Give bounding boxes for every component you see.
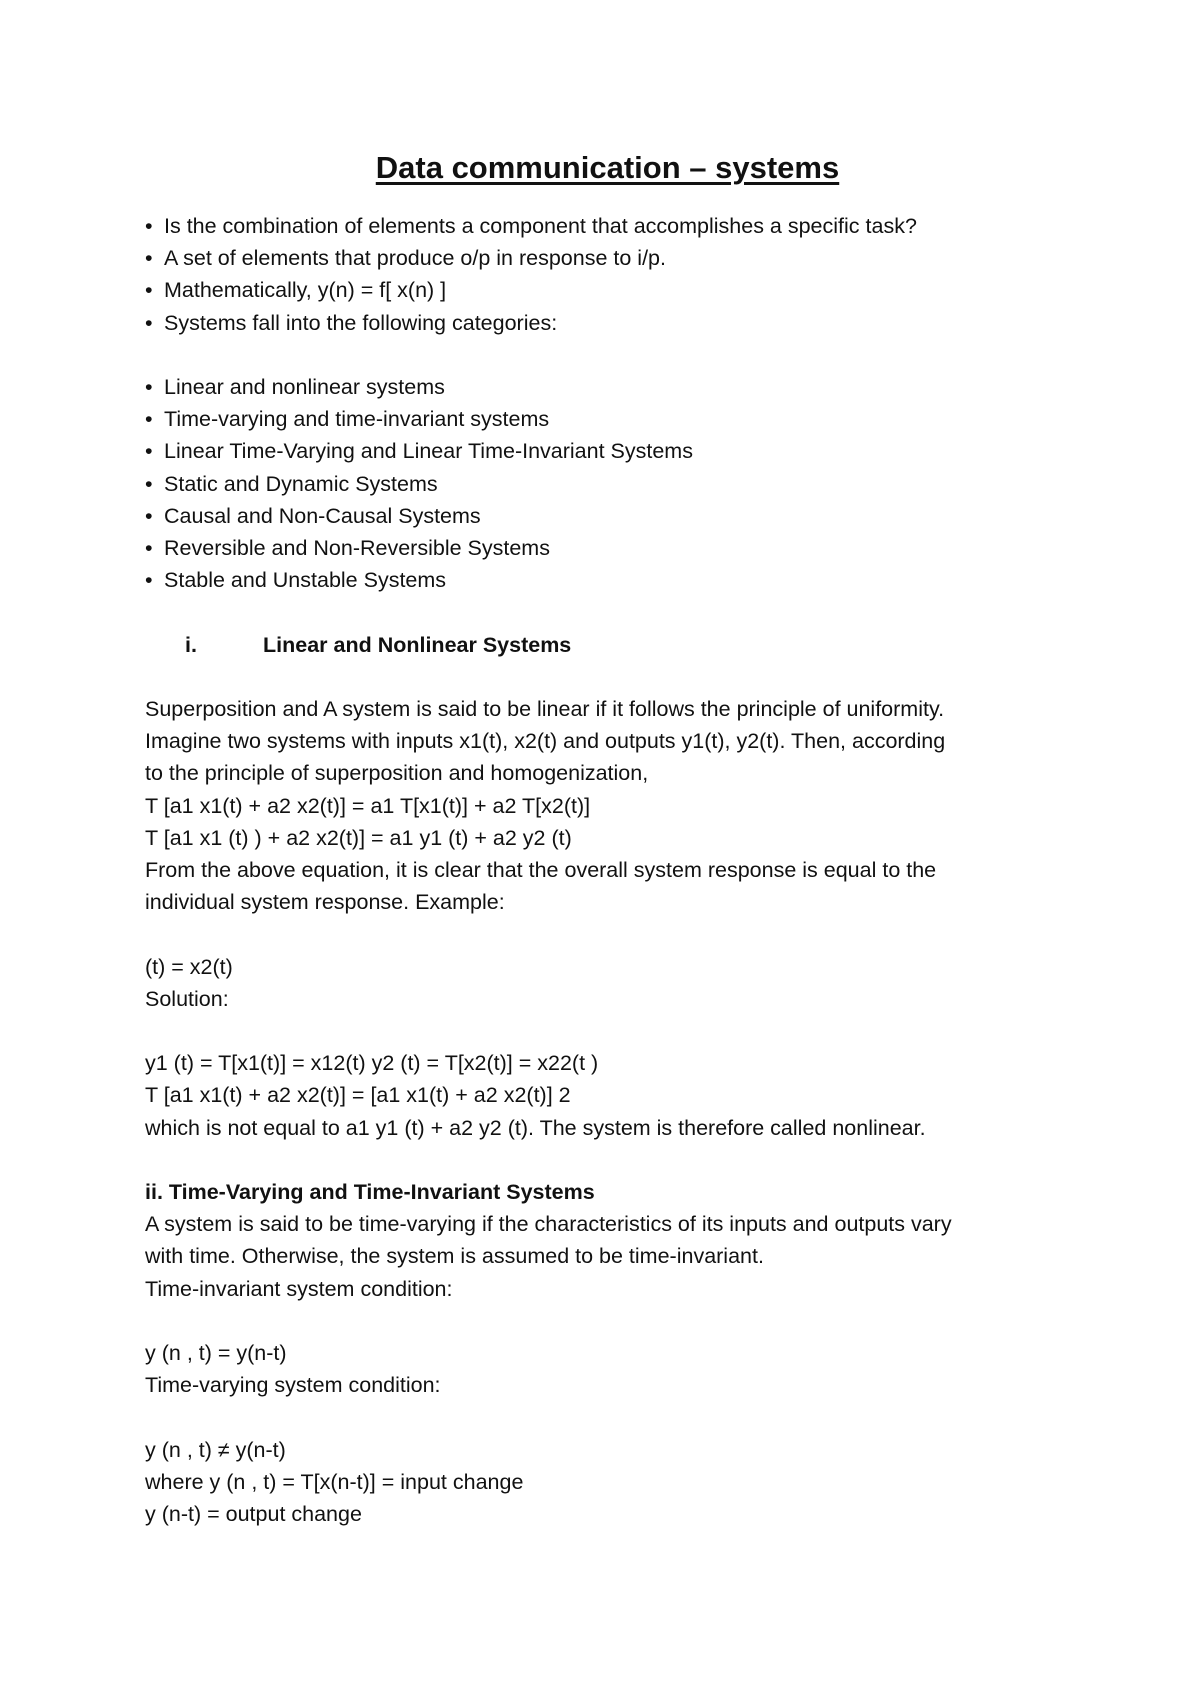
list-item: • A set of elements that produce o/p in response to i/p. [145,242,1080,274]
varying-condition-block [145,1434,1080,1531]
equation-line: y (n , t) ≠ y(n-t) [145,1437,286,1462]
list-item: • Causal and Non-Causal Systems [145,500,1080,532]
bullet-icon: • [145,471,153,496]
section-body-time-varying [145,1208,1080,1305]
bullet-icon: • [145,536,153,561]
section-heading-time-varying: ii. Time-Varying and Time-Invariant Systems [145,1180,595,1204]
section-title: Linear and Nonlinear Systems [263,632,572,657]
paragraph-line: individual system response. Example: [145,890,505,915]
bullet-icon: • [145,503,153,528]
spacer [145,918,1080,950]
paragraph-line: Imagine two systems with inputs x1(t), x2(t) and outputs y1(t), y2(t). Then, according [145,729,946,754]
bullet-icon: • [145,407,153,432]
paragraph-line: Time-invariant system condition: [145,1276,453,1301]
paragraph-line: A system is said to be time-varying if the characteristics of its inputs and outputs vary [145,1212,952,1237]
equation-line: T [a1 x1(t) + a2 x2(t)] = a1 T[x1(t)] + a2 T[x2(t)] [145,793,591,818]
paragraph-line: to the principle of superposition and homogenization, [145,761,649,786]
equation-line: T [a1 x1 (t) ) + a2 x2(t)] = a1 y1 (t) + a2 y2 (t) [145,825,572,850]
paragraph-line: with time. Otherwise, the system is assumed to be time-invariant. [145,1244,764,1269]
bullet-icon: • [145,278,153,303]
page-title: Data communication – systems [375,150,840,185]
list-item: • Time-varying and time-invariant systems [145,403,1080,435]
equation-line: T [a1 x1(t) + a2 x2(t)] = [a1 x1(t) + a2 x2(t)] 2 [145,1083,571,1108]
bullet-icon: • [145,214,153,238]
section-heading-linear [145,629,1080,661]
list-item: • Static and Dynamic Systems [145,468,1080,500]
invariant-condition-block [145,1337,1080,1401]
list-item: • Linear Time-Varying and Linear Time-Invariant Systems [145,435,1080,467]
spacer [145,1015,1080,1047]
equation-line: (t) = x2(t) [145,954,233,979]
spacer [145,1401,1080,1433]
bullet-icon: • [145,310,153,335]
section-number: i. [185,632,197,657]
paragraph-line: Time-varying system condition: [145,1373,441,1398]
spacer [145,339,1080,371]
list-item: • Reversible and Non-Reversible Systems [145,532,1080,564]
spacer [145,661,1080,693]
spacer [145,596,1080,628]
equation-line: y (n-t) = output change [145,1502,362,1526]
list-item: • Is the combination of elements a component that accomplishes a specific task? [145,210,1080,242]
solution-block [145,1047,1080,1144]
list-item: • Stable and Unstable Systems [145,564,1080,596]
equation-line: y1 (t) = T[x1(t)] = x12(t) y2 (t) = T[x2(t)] = x22(t ) [145,1051,599,1076]
list-item: • Mathematically, y(n) = f[ x(n) ] [145,274,1080,306]
paragraph-line: which is not equal to a1 y1 (t) + a2 y2 (t). The system is therefore called nonlinear. [145,1115,926,1140]
bullet-icon: • [145,375,153,399]
intro-bullet-list [145,210,1080,339]
bullet-icon: • [145,568,153,593]
equation-line: y (n , t) = y(n-t) [145,1341,287,1365]
equation-line: where y (n , t) = T[x(n-t)] = input change [145,1469,524,1494]
spacer [145,1144,1080,1176]
list-item: • Systems fall into the following categories: [145,307,1080,339]
paragraph-line: Superposition and A system is said to be linear if it follows the principle of uniformity. [145,697,945,721]
category-bullet-list [145,371,1080,596]
paragraph-line: Solution: [145,986,229,1011]
bullet-icon: • [145,246,153,271]
spacer [145,1305,1080,1337]
example-block [145,951,1080,1015]
bullet-icon: • [145,439,153,464]
section-body-linear [145,693,1080,918]
paragraph-line: From the above equation, it is clear that the overall system response is equal to the [145,858,937,883]
list-item: • Linear and nonlinear systems [145,371,1080,403]
